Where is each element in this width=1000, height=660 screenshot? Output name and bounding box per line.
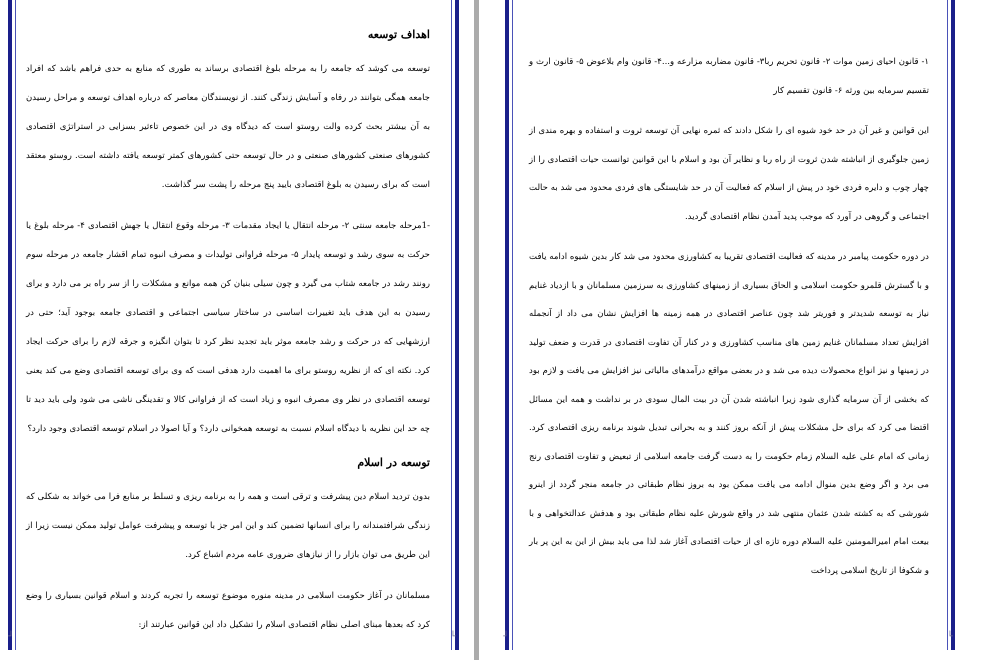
paragraph: توسعه می کوشد که جامعه را به مرحله بلوغ اقتصادی برساند به طوری که منابع به حدی فراهم باشد که افراد جامعه همگی بتوانند در رفاه و آسایش زندگی کنند. از نویسندگان معاصر که درباره اهداف توسعه و مراحل رسیدن به آن بیشتر بحث کرده والت روستو است که دیدگاه وی در این خصوص تاءثیر بسزایی در استراتژی اقتصادی کشورهای صنعتی کشورهای صنعتی و در حال توسعه حتی کشورهای کمتر توسعه یافته داشته است. روستو معتقد است که برای رسیدن به بلوغ اقتصادی بایید پنج مرحله را پشت سر گذاشت. xyxy=(26,64,430,190)
paragraph: در دوره حکومت پیامبر در مدینه که فعالیت اقتصادی تقریبا به کشاورزی محدود می شد کار بدین شیوه ادامه یافت و با گسترش قلمرو حکومت اسلامی و الحاق بسیاری از زمینهای کشاورزی به سرزمین مسلمانان و با ازدیاد غنایم نیاز به توسعه شدیدتر و فوریتر شد چون عناصر اقتصادی در همه زمینه ها افزایش نشان می داد از آنجمله افزایش تعداد مسلمانان غنایم زمین های مناسب کشاورزی و در کنار آن تفاوت اقتصادی در قدرت و ضعف تولید در زمینها و نیز انواع محصولات دیده می شد و در بعضی مواقع درآمدهای مالیاتی نیز افزایش می یافت و لازم بود که بخشی از آن سرمایه گذاری شود زیرا انباشته شدن آن در بیت المال سودی در بر نداشت و همه این مسائل اقتضا می کرد که برای حل مشکلات پیش از آنکه بروز کنند و به بحرانی تبدیل شوند برنامه ریزی اقتصادی کرد. زمانی که امام علی علیه السلام زمام حکومت را به دست گرفت جامعه اسلامی از تبعیض و تفاوت اقتصادی رنج می برد و اگر وضع بدین منوال ادامه می یافت ممکن بود به بروز نظام طبقاتی در جامعه منجر گردد از اینرو شورشی که به کشته شدن عثمان منتهی شد در واقع شورش علیه نظام طبقاتی بود و هدفش عدالتخواهی و با بیعت امام امیرالمومنین علیه السلام دوره تازه ای از حیات اقتصادی آغاز شد لذا می باید بیش از این به این پر بار و شکوفا از تاریخ اسلامی پرداخت xyxy=(529,252,929,576)
paragraph: ۱- قانون احیای زمین موات ۲- قانون تحریم ربا۳- قانون مضاربه مزارعه و...۴- قانون وام بلاعوض ۵- قانون ارث و تقسیم سرمایه بین ورثه ۶- قانون تقسیم کار xyxy=(529,57,929,96)
paragraph: مسلمانان در آغاز حکومت اسلامی در مدینه منوره موضوع توسعه را تجربه کردند و اسلام قوانین بسیاری را وضع کرد که بعدها مبنای اصلی نظام اقتصادی اسلام را تشکیل داد این قوانین عبارتند از: xyxy=(26,591,430,630)
page-text-right xyxy=(529,48,929,597)
paragraph: این قوانین و غیر آن در حد خود شیوه ای را شکل دادند که ثمره نهایی آن توسعه ثروت و استفاده و بهره مندی از زمین جلوگیری از انباشته شدن ثروت از راه ربا و نظایر آن بود و اسلام با این قوانین توانست حیات اقتصادی را از چهار چوب و دایره فردی خود در پیش از اسلام که فعالیت آن در حد شایستگی های فردی محدود می شد به حالت اجتماعی و گروهی در آورد که موجب پدید آمدن نظام اقتصادی گردید. xyxy=(529,126,929,222)
page-corner-mark: ┘ xyxy=(503,632,509,642)
paragraph: بدون تردید اسلام دین پیشرفت و ترقی است و همه را به برنامه ریزی و تسلط بر منابع فرا می خواند به شکلی که زندگی شرافتمندانه را برای انسانها تضمین کند و این امر جز با توسعه و پیشرفت عوامل تولید ممکن نیست زیرا از این طریق می توان بازار را از نیازهای ضروری عامه مردم اشباع کرد. xyxy=(26,492,430,560)
page-corner-mark: ┘ xyxy=(8,632,14,642)
page-corner-mark: └ xyxy=(450,632,456,642)
paragraph: -1مرحله جامعه سنتی ۲- مرحله انتقال یا ایجاد مقدمات ۳- مرحله وقوع انتقال یا جهش اقتصادی ۴- مرحله بلوغ یا حرکت به سوی رشد و توسعه پایدار ۵- مرحله فراوانی تولیدات و مصرف انبوه تمام اقشار جامعه در مرحله سوم رونند رشد در جامعه شتاب می گیرد و چون سیلی بنیان کن همه موانع و مشکلات را از سر راه بر می دارد و برای رسیدن به این هدف باید تغییرات اساسی در ساختار سیاسی اجتماعی و اقتصادی جامعه بوجود آید؛ حتی در ارزشهایی که در حرکت و رشد جامعه موثر باید تجدید نظر کرد تا بتوان انگیزه و جرقه لازم را برای حرکت ایجاد کرد. نکته ای که از نظریه روستو برای ما اهمیت دارد هدفی است که وی برای توسعه اقتصادی وضع می کند یعنی توسعه اقتصادی در نظر وی مصرف انبوه و زیاد است که از فراوانی کالا و تقدینگی ناشی می شود ولی باید دید تا چه حد این نظریه با دیدگاه اسلام نسبت به توسعه همخوانی دارد؟ و آیا اصولا در اسلام توسعه اقتصادی وجود دارد؟ xyxy=(26,221,430,434)
heading-development-in-islam: توسعه در اسلام xyxy=(357,456,430,469)
document-page-right xyxy=(479,0,1000,660)
document-page-left xyxy=(0,0,474,660)
page-text-left xyxy=(26,28,430,652)
page-corner-mark: └ xyxy=(947,632,953,642)
heading-development-goals: اهداف توسعه xyxy=(367,28,430,41)
